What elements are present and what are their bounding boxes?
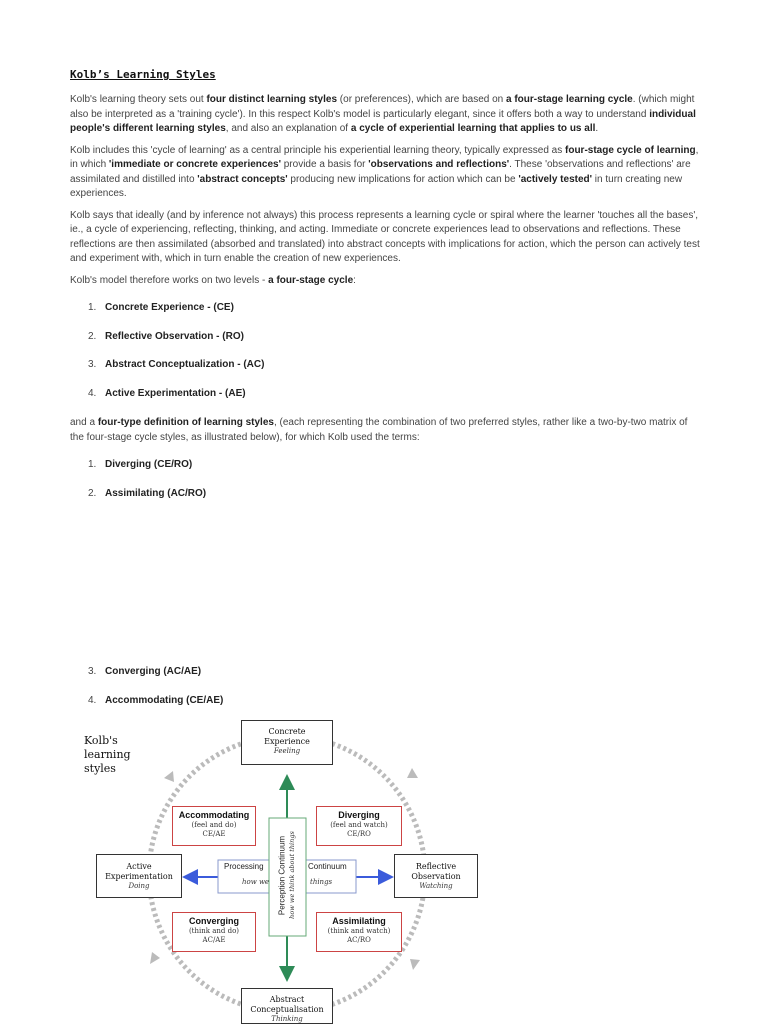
list-item: 2. Reflective Observation - (RO) xyxy=(88,330,244,342)
diagram-title: Kolb's learning styles xyxy=(84,734,131,775)
reflective-observation-box: Reflective Observation Watching xyxy=(394,854,478,898)
cycle-arrow-sw xyxy=(150,952,160,964)
kolb-diagram xyxy=(80,716,500,1024)
processing-label-left: Processing xyxy=(224,862,264,871)
processing-label-right: Continuum xyxy=(308,862,347,871)
cycle-arrow-nw xyxy=(164,771,174,782)
list-item: 4. Accommodating (CE/AE) xyxy=(88,694,224,706)
article xyxy=(70,68,700,516)
list-item: 4. Active Experimentation - (AE) xyxy=(88,387,246,399)
active-experimentation-box: Active Experimentation Doing xyxy=(96,854,182,898)
cycle-arrow-se xyxy=(410,959,420,970)
cycle-arrow-ne xyxy=(407,768,418,778)
assimilating-box: Assimilating (think and watch) AC/RO xyxy=(316,912,402,952)
list-item: 3. Converging (AC/AE) xyxy=(88,666,202,677)
concrete-experience-box: Concrete Experience Feeling xyxy=(241,720,333,765)
paragraph-intro: Kolb's learning theory sets out four distinct learning styles (or preferences), which are based on a four-stage learning cycle. (which might also be interpreted as a 'training cycle'). In this respect Kolb's model is particularly elegant, since it offers both a way to understand individual people's different learning styles, and also an explanation of a cycle of experiential learning that applies to us all. xyxy=(70,94,696,134)
paragraph-cycle: Kolb includes this 'cycle of learning' as a central principle his experiential learning theory, typically expressed as four-stage cycle of learning, in which 'immediate or concrete experiences' provide a basis for 'observations and reflections'. These 'observations and reflections' are assimilated and distilled into 'abstract concepts' producing new implications for action which can be 'actively tested' in turn creating new experiences. xyxy=(70,144,699,199)
processing-sub-left: how we xyxy=(242,878,270,886)
diverging-box: Diverging (feel and watch) CE/RO xyxy=(316,806,402,846)
abstract-conceptualisation-box: Abstract Conceptualisation Thinking xyxy=(241,988,333,1024)
list-item: 3. Abstract Conceptualization - (AC) xyxy=(88,359,265,370)
list-item: 1. Concrete Experience - (CE) xyxy=(88,302,234,313)
paragraph-levels: Kolb's model therefore works on two levels - a four-stage cycle: xyxy=(70,274,356,286)
processing-sub-right: things xyxy=(310,878,333,886)
perception-sub-label: how we think about things xyxy=(288,831,296,919)
page-title: Kolb’s Learning Styles xyxy=(70,68,216,81)
learning-style-list-continued xyxy=(70,666,223,723)
learning-style-list xyxy=(70,459,700,516)
converging-box: Converging (think and do) AC/AE xyxy=(172,912,256,952)
accommodating-box: Accommodating (feel and do) CE/AE xyxy=(172,806,256,846)
cycle-stage-list xyxy=(70,302,700,416)
paragraph-styles: and a four-type definition of learning styles, (each representing the combination of two preferred styles, rather like a two-by-two matrix of the four-stage cycle styles, as illustrated below), for which Kolb used the terms: xyxy=(70,417,688,443)
list-item: 1. Diverging (CE/RO) xyxy=(88,459,193,470)
paragraph-spiral: Kolb says that ideally (and by inference not always) this process represents a learning cycle or spiral where the learner 'touches all the bases', ie., a cycle of experiencing, reflecting, thinking, and acting. Immediate or concrete experiences lead to observations and reflections. These reflections are then assimilated (absorbed and translated) into abstract concepts with implications for action, which the person can actively test and experiment with, which in turn enable the creation of new experiences. xyxy=(70,209,700,264)
perception-label: Perception Continuum xyxy=(277,835,287,916)
list-item: 2. Assimilating (AC/RO) xyxy=(88,487,207,499)
